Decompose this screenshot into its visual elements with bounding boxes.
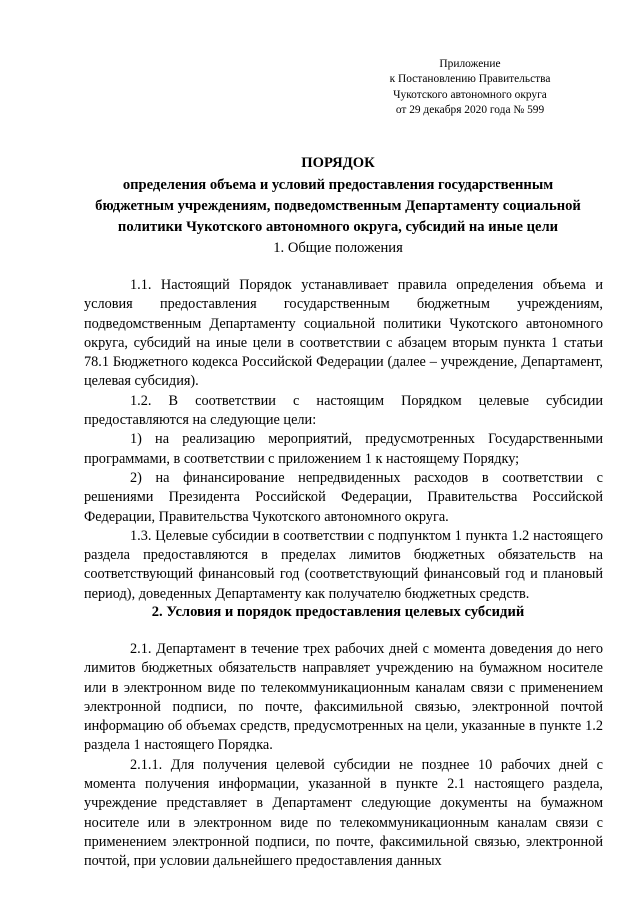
title-line: политики Чукотского автономного округа, субсидий на иные цели	[117, 219, 559, 235]
appendix-line: от 29 декабря 2020 года № 599	[395, 104, 545, 117]
paragraph: 1.2. В соответствии с настоящим Порядком целевые субсидии предоставляются на следующие цели:	[84, 392, 603, 429]
paragraph: 1) на реализацию мероприятий, предусмотренных Государственными программами, в соответствии с приложением 1 к настоящему Порядку;	[84, 431, 603, 467]
paragraph: 2.1. Департамент в течение трех рабочих дней с момента доведения до него лимитов бюджетных обязательств направляет учреждению на бумажном носителе или в электронном виде по телекоммуникационным каналам связи с применением электронной подписи, по почте, факсимильной связью, электронной почтой информацию об объемах средств, предусмотренных на цели, указанные в пункте 1.2 раздела 1 настоящего Порядка.	[84, 641, 603, 754]
appendix-line: к Постановлению Правительства	[389, 73, 551, 86]
paragraph: 1.3. Целевые субсидии в соответствии с подпунктом 1 пункта 1.2 настоящего раздела предоставляются в пределах лимитов бюджетных обязательств на соответствующий финансовый год (соответствующий финансовый год и плановый период), доведенных Департаменту как получателю бюджетных средств.	[84, 527, 603, 602]
paragraph: 2) на финансирование непредвиденных расходов в соответствии с решениями Президента Российской Федерации, Правительства Российской Федерации, Правительства Чукотского автономного округа.	[84, 469, 603, 525]
title-line: определения объема и условий предоставления государственным	[122, 177, 554, 193]
appendix-line: Чукотского автономного округа	[393, 88, 547, 101]
title-line: бюджетным учреждениям, подведомственным Департаменту социальной	[95, 198, 581, 214]
section-2-heading: 2. Условия и порядок предоставления целевых субсидий	[151, 604, 525, 620]
appendix-block	[360, 57, 580, 119]
title-main: ПОРЯДОК	[301, 155, 375, 171]
document-title	[60, 153, 616, 238]
section-1-heading: 1. Общие положения	[273, 240, 403, 256]
paragraph: 2.1.1. Для получения целевой субсидии не позднее 10 рабочих дней с момента получения информации, указанной в пункте 2.1 настоящего раздела, учреждение представляет в Департамент следующие документы на бумажном носителе или в электронном виде по телекоммуникационным каналам связи с применением электронной подписи, по почте, факсимильной связью, электронной почтой, при условии дальнейшего предоставления данных	[84, 756, 603, 870]
section-1-body	[84, 276, 603, 604]
appendix-line: Приложение	[439, 58, 501, 70]
section-2-body	[84, 640, 603, 872]
paragraph: 1.1. Настоящий Порядок устанавливает правила определения объема и условия предоставления государственным бюджетным учреждениям, подведомственным Департаменту социальной политики Чукотского автономного округа, субсидий на иные цели в соответствии с абзацем вторым пункта 1 статьи 78.1 Бюджетного кодекса Российской Федерации (далее – учреждение, Департамент, целевая субсидия).	[84, 277, 603, 390]
